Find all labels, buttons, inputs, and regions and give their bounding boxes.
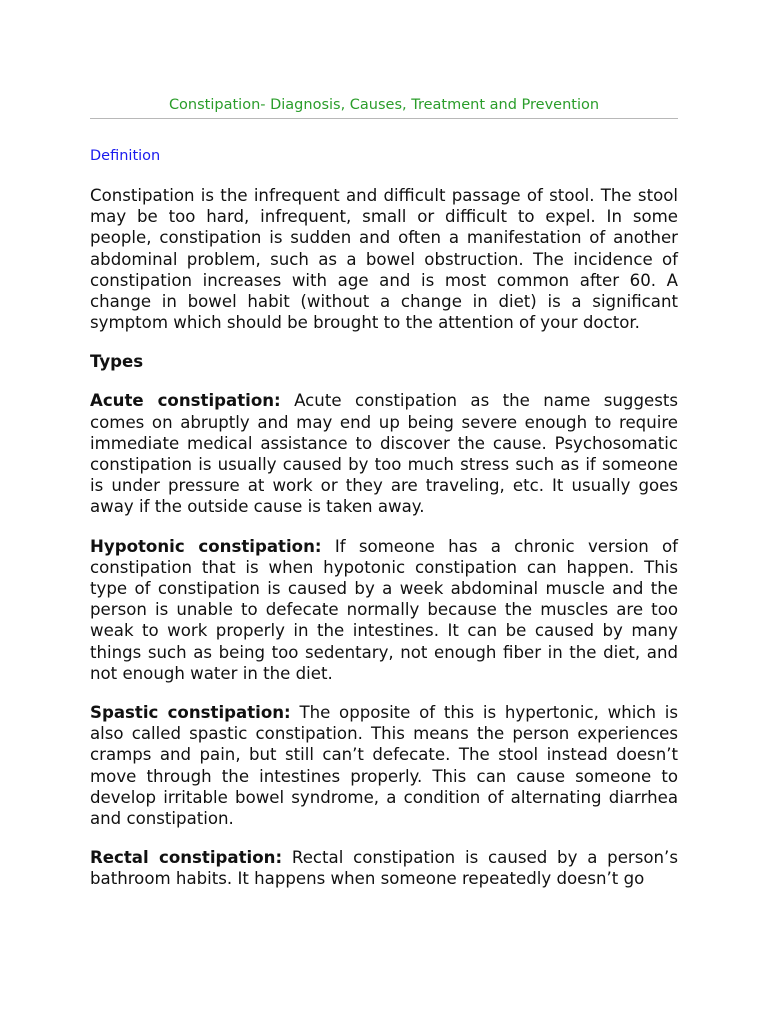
type-description: Acute constipation as the name suggests comes on abruptly and may end up being severe enough to require immediate medical assistance to discover the cause. Psychosomatic constipation is usually caused by too much stress such as if someone is under pressure at work or they are traveling, etc. It usually goes away if the outside cause is taken away.: [90, 391, 678, 517]
document-title: Constipation- Diagnosis, Causes, Treatment and Prevention: [90, 95, 678, 119]
type-description: Rectal constipation is caused by a person’s bathroom habits. It happens when someone repeatedly doesn’t go: [90, 848, 678, 889]
document-page: [90, 0, 678, 890]
type-term: Rectal constipation:: [90, 848, 283, 868]
type-paragraph-rectal: [90, 847, 678, 889]
type-description: The opposite of this is hypertonic, which is also called spastic constipation. This means the person experiences cramps and pain, but still can’t defecate. The stool instead doesn’t move through the intestines properly. This can cause someone to develop irritable bowel syndrome, a condition of alternating diarrhea and constipation.: [90, 703, 679, 829]
type-term: Spastic constipation:: [90, 703, 291, 723]
type-paragraph-spastic: [90, 702, 678, 829]
type-paragraph-hypotonic: [90, 536, 678, 684]
type-term: Hypotonic constipation:: [90, 536, 322, 556]
section-heading-definition: Definition: [90, 148, 161, 164]
type-description: If someone has a chronic version of constipation that is when hypotonic constipation can happen. This type of constipation is caused by a week abdominal muscle and the person is unable to defecate normally because the muscles are too weak to work properly in the intestines. It can be caused by many things such as being too sedentary, not enough fiber in the diet, and not enough water in the diet.: [90, 536, 678, 683]
type-paragraph-acute: [90, 390, 678, 517]
type-term: Acute constipation:: [90, 391, 281, 411]
definition-paragraph: Constipation is the infrequent and difficult passage of stool. The stool may be too hard, infrequent, small or difficult to expel. In some people, constipation is sudden and often a manifestation of another abdominal problem, such as a bowel obstruction. The incidence of constipation increases with age and is most common after 60. A change in bowel habit (without a change in diet) is a significant symptom which should be brought to the attention of your doctor.: [90, 186, 678, 333]
types-heading: Types: [90, 352, 144, 372]
